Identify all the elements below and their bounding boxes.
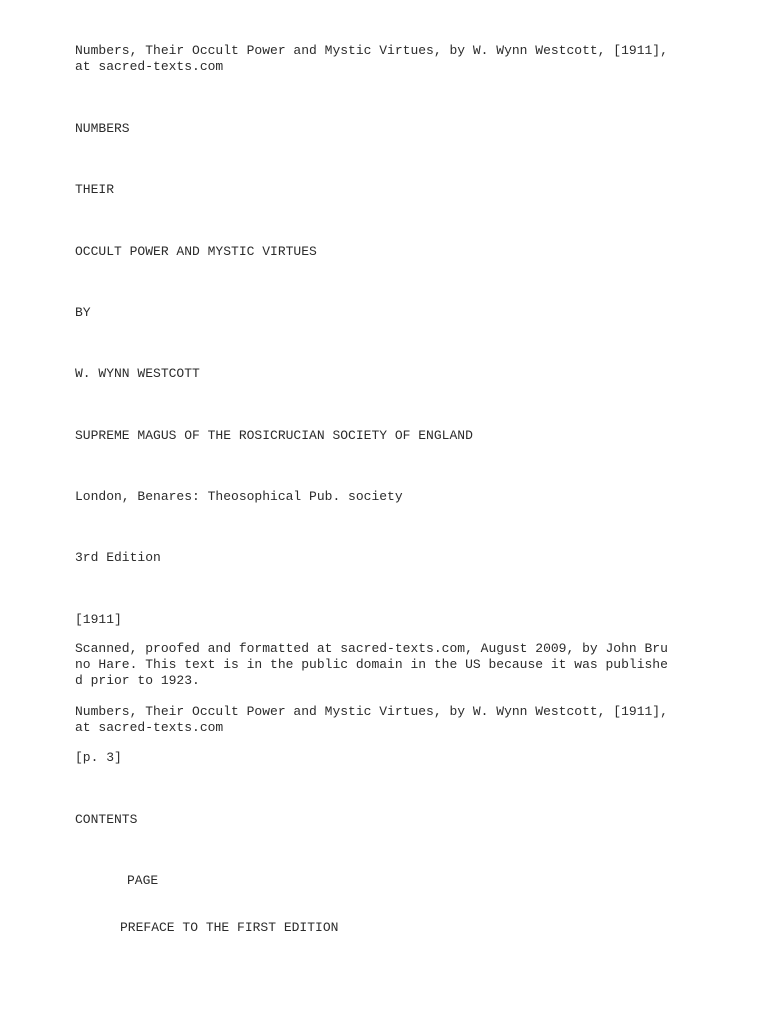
header-citation: Numbers, Their Occult Power and Mystic Virtues, by W. Wynn Westcott, [1911], at sacred-texts.com (75, 43, 676, 74)
page-marker: [p. 3] (75, 750, 122, 765)
title-line-2: THEIR (75, 182, 115, 197)
author-title: SUPREME MAGUS OF THE ROSICRUCIAN SOCIETY OF ENGLAND (75, 428, 473, 443)
publication-year: [1911] (75, 612, 122, 627)
publisher: London, Benares: Theosophical Pub. society (75, 489, 403, 504)
footer-citation: Numbers, Their Occult Power and Mystic Virtues, by W. Wynn Westcott, [1911], at sacred-texts.com (75, 704, 676, 735)
byline-by: BY (75, 305, 91, 320)
contents-heading: CONTENTS (75, 812, 138, 827)
edition: 3rd Edition (75, 550, 161, 565)
title-line-3: OCCULT POWER AND MYSTIC VIRTUES (75, 244, 317, 259)
title-line-1: NUMBERS (75, 121, 130, 136)
contents-entry: PREFACE TO THE FIRST EDITION (120, 920, 339, 935)
author-name: W. WYNN WESTCOTT (75, 366, 200, 381)
contents-page-label: PAGE (127, 873, 159, 888)
scan-note: Scanned, proofed and formatted at sacred-texts.com, August 2009, by John Bruno Hare. This text is in the public domain in the US because it was published prior to 1923. (75, 641, 668, 688)
